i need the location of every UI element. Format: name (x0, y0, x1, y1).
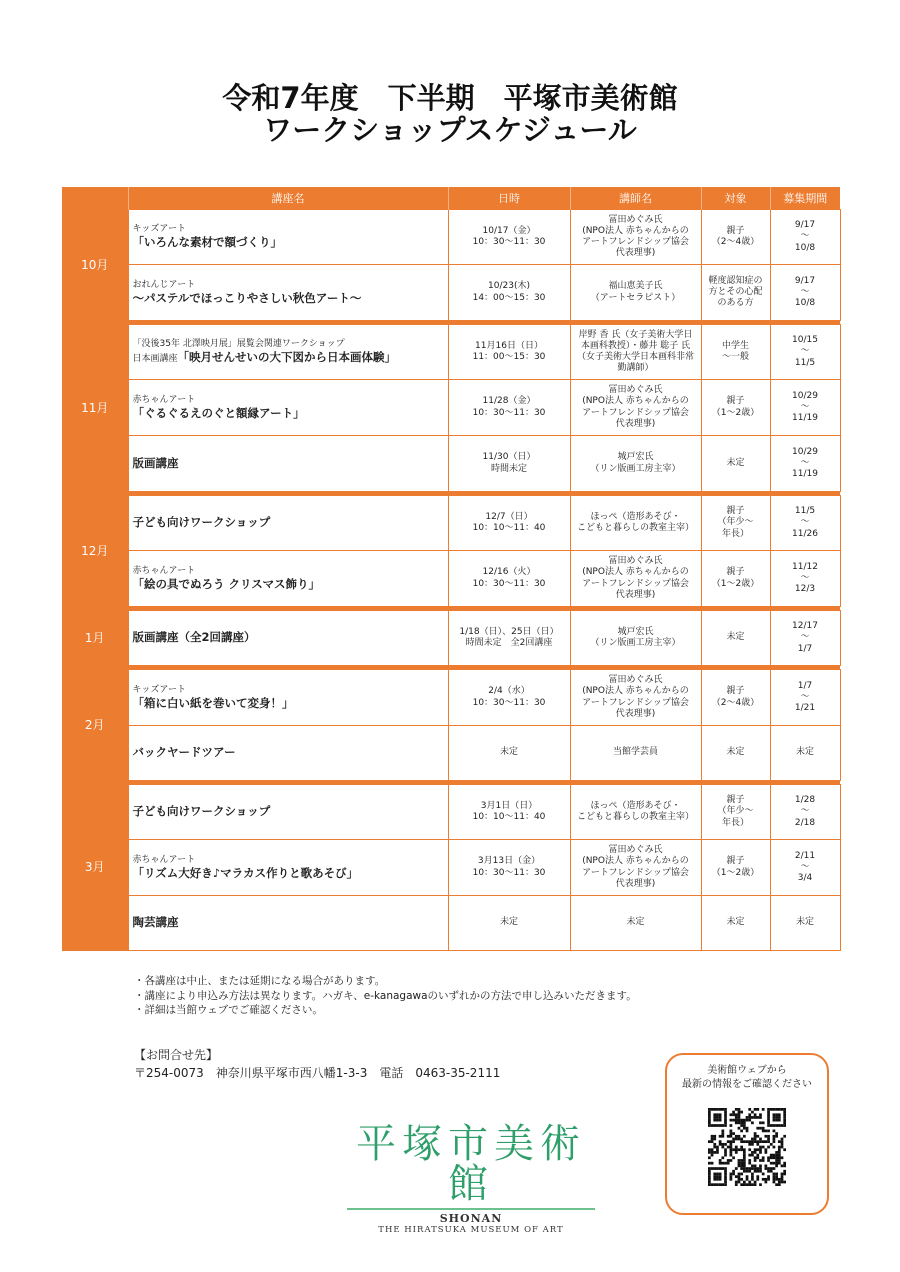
target-line: 未定 (726, 747, 745, 758)
course-cell (128, 840, 448, 896)
instructor-line: 本画科教授）・藤井 聡子 氏 (580, 340, 691, 351)
course-cell (128, 670, 448, 726)
target-line: 親子 (726, 795, 745, 806)
period-line: 10/29 (792, 446, 818, 457)
period-line: 〜 (800, 806, 810, 817)
qr-caption-line1: 美術館ウェブから (707, 1065, 787, 1076)
instructor-line: アートフレンドシップ協会 (582, 578, 689, 589)
target-cell (701, 726, 770, 781)
table-row (62, 265, 840, 321)
datetime-cell (448, 551, 570, 607)
instructor-line: 当館学芸員 (612, 747, 658, 758)
course-cell (128, 726, 448, 781)
course-category: キッズアート (132, 684, 187, 695)
period-line: 〜 (800, 401, 810, 412)
museum-logo (345, 1121, 597, 1235)
instructor-line: アートフレンドシップ協会 (582, 407, 689, 418)
course-category: 赤ちゃんアート (132, 854, 196, 865)
qr-box (665, 1053, 829, 1215)
datetime-cell (448, 670, 570, 726)
period-line: 10/29 (792, 390, 818, 401)
datetime-line: 未定 (499, 917, 518, 928)
course-cell (128, 436, 448, 492)
datetime-cell (448, 380, 570, 436)
instructor-line: 冨田めぐみ氏 (608, 845, 663, 855)
course-category: キッズアート (132, 224, 187, 235)
target-line: （年少〜 (717, 517, 754, 528)
instructor-line: 代表理事) (615, 248, 656, 259)
table-row (62, 670, 840, 726)
period-line: 1/7 (797, 680, 813, 691)
period-line: 未定 (795, 747, 814, 758)
datetime-line: 3月1日（日） (480, 800, 538, 811)
column-header-target: 対象 (701, 187, 770, 210)
target-line: 親子 (726, 396, 745, 407)
column-header-course: 講座名 (128, 187, 448, 210)
instructor-line: 冨田めぐみ氏 (608, 385, 663, 395)
datetime-line: 3月13日（金） (477, 856, 541, 867)
instructor-line: 代表理事) (615, 418, 656, 429)
table-row (62, 611, 840, 666)
course-cell (128, 551, 448, 607)
datetime-cell (448, 611, 570, 666)
target-line: （年少〜 (717, 806, 754, 817)
datetime-line: 1/18（日）、25日（日） (459, 626, 559, 637)
course-cell (128, 785, 448, 840)
instructor-line: （リン版画工房主宰） (590, 638, 681, 648)
header-month-cell (62, 187, 128, 210)
instructor-line: (NPO法人 赤ちゃんからの (582, 686, 689, 697)
course-cell (128, 210, 448, 265)
contact-heading: 【お問合せ先】 (134, 1048, 219, 1062)
period-cell (770, 551, 840, 607)
period-line: 11/19 (792, 413, 818, 424)
datetime-line: 未定 (499, 747, 518, 758)
logo-divider (347, 1208, 595, 1210)
target-line: 年長） (721, 528, 749, 539)
period-line: 〜 (800, 632, 810, 643)
datetime-line: 11月16日（日） (475, 340, 543, 351)
course-category-2: 日本画講座 (132, 354, 178, 364)
table-row (62, 840, 840, 896)
course-category: 赤ちゃんアート (132, 394, 196, 405)
period-cell (770, 325, 840, 380)
instructor-line: 福山恵美子氏 (608, 281, 663, 292)
period-line: 10/15 (792, 335, 818, 346)
course-title: 「リズム大好き♪マラカス作りと歌あそび」 (132, 865, 359, 880)
datetime-cell (448, 325, 570, 380)
period-line: 1/28 (794, 795, 816, 806)
datetime-line: 2/4（水） (488, 686, 530, 697)
contact-info (134, 1046, 500, 1082)
course-title: 「ぐるぐるえのぐと額縁アート」 (132, 405, 305, 420)
table-row (62, 896, 840, 951)
instructor-cell (570, 380, 701, 436)
period-line: 11/5 (794, 506, 816, 517)
datetime-line: 10：30〜11：30 (472, 867, 546, 878)
instructor-cell (570, 210, 701, 265)
instructor-cell (570, 785, 701, 840)
table-header-row (62, 187, 840, 210)
datetime-line: 10：30〜11：30 (472, 407, 546, 418)
table-row (62, 380, 840, 436)
instructor-line: アートフレンドシップ協会 (582, 697, 689, 708)
period-line: 2/18 (794, 817, 816, 828)
target-line: 中学生 (721, 340, 749, 351)
target-cell (701, 325, 770, 380)
instructor-line: 代表理事) (615, 878, 656, 889)
target-line: （2〜4歳） (711, 697, 760, 708)
period-cell (770, 726, 840, 781)
instructor-line: 勤講師） (617, 363, 654, 374)
instructor-line: 城戸宏氏 (617, 626, 654, 637)
course-category: 赤ちゃんアート (132, 565, 196, 576)
instructor-cell (570, 325, 701, 380)
target-line: （2〜4歳） (711, 237, 760, 247)
period-line: 〜 (800, 346, 810, 357)
datetime-cell (448, 496, 570, 551)
period-line: 〜 (800, 286, 810, 297)
period-line: 11/12 (792, 561, 818, 572)
course-cell (128, 496, 448, 551)
period-line: 3/4 (797, 873, 813, 884)
instructor-cell (570, 551, 701, 607)
logo-english-line2: THE HIRATSUKA MUSEUM OF ART (378, 1225, 564, 1235)
instructor-cell (570, 840, 701, 896)
period-line: 2/11 (794, 850, 816, 861)
period-line: 未定 (795, 917, 814, 928)
instructor-cell (570, 611, 701, 666)
datetime-line: 12/16（火） (482, 567, 536, 578)
target-line: 親子 (726, 686, 745, 697)
course-cell (128, 896, 448, 951)
target-line: 未定 (726, 632, 745, 643)
instructor-line: アートフレンドシップ協会 (582, 867, 689, 878)
course-title: 陶芸講座 (132, 915, 179, 930)
datetime-line: 10：30〜11：30 (472, 237, 546, 247)
datetime-line: 10/17（金） (482, 225, 536, 236)
instructor-line: (NPO法人 赤ちゃんからの (582, 567, 689, 578)
period-line: 1/7 (797, 643, 813, 654)
column-header-datetime: 日時 (448, 187, 570, 210)
schedule-table (62, 187, 841, 951)
datetime-cell (448, 436, 570, 492)
table-row (62, 325, 840, 380)
course-title: 「箱に白い紙を巻いて変身！」 (132, 695, 294, 710)
period-cell (770, 840, 840, 896)
course-title: 子ども向けワークショップ (132, 515, 271, 530)
target-line: （1〜2歳） (711, 867, 760, 878)
period-cell (770, 210, 840, 265)
datetime-line: 10：30〜11：30 (472, 578, 546, 589)
period-line: 11/5 (794, 357, 816, 368)
target-line: のある方 (717, 298, 754, 309)
period-cell (770, 670, 840, 726)
period-line: 11/26 (792, 528, 818, 539)
period-line: 〜 (800, 457, 810, 468)
page-title-line1: 令和7年度 下半期 平塚市美術館 (222, 81, 678, 115)
period-cell (770, 265, 840, 321)
period-cell (770, 896, 840, 951)
instructor-cell (570, 670, 701, 726)
datetime-line: 時間未定 全2回講座 (465, 638, 553, 648)
instructor-line: (NPO法人 赤ちゃんからの (582, 396, 689, 407)
table-row (62, 785, 840, 840)
month-label: 11月 (62, 325, 128, 492)
period-line: 12/17 (792, 621, 818, 632)
datetime-line: 10：10〜11：40 (472, 523, 546, 533)
period-line: 〜 (800, 231, 810, 242)
period-line: 〜 (800, 861, 810, 872)
period-line: 12/3 (794, 584, 816, 595)
period-cell (770, 611, 840, 666)
qr-code-icon[interactable] (708, 1108, 786, 1186)
target-cell (701, 496, 770, 551)
instructor-line: 未定 (626, 917, 645, 928)
instructor-line: 冨田めぐみ氏 (608, 675, 663, 685)
instructor-line: こどもと暮らしの教室主宰） (576, 812, 694, 822)
datetime-line: 時間未定 (490, 463, 527, 474)
notes-list (134, 974, 637, 1018)
month-label: 12月 (62, 496, 128, 607)
column-header-period: 募集期間 (770, 187, 840, 210)
logo-japanese-text: 平塚市美術館 (356, 1121, 586, 1207)
course-title-line (133, 350, 445, 365)
instructor-line: こどもと暮らしの教室主宰） (576, 523, 694, 533)
course-title: 〜パステルでほっこりやさしい秋色アート〜 (132, 290, 362, 305)
period-cell (770, 436, 840, 492)
instructor-line: （女子美術大学日本画科非常 (576, 352, 694, 362)
period-line: 〜 (800, 691, 810, 702)
target-line: 親子 (726, 856, 745, 867)
month-label: 10月 (62, 210, 128, 321)
month-label: 3月 (62, 785, 128, 951)
datetime-line: 10：30〜11：30 (472, 697, 546, 708)
target-cell (701, 785, 770, 840)
period-line: 11/19 (792, 469, 818, 480)
target-cell (701, 551, 770, 607)
datetime-cell (448, 840, 570, 896)
table-row (62, 551, 840, 607)
datetime-line: 11/28（金） (482, 396, 536, 407)
target-cell (701, 611, 770, 666)
course-cell (128, 265, 448, 321)
instructor-line: 冨田めぐみ氏 (608, 556, 663, 566)
datetime-cell (448, 210, 570, 265)
datetime-cell (448, 896, 570, 951)
course-cell (128, 611, 448, 666)
instructor-line: (NPO法人 赤ちゃんからの (582, 856, 689, 867)
instructor-line: （リン版画工房主宰） (590, 463, 681, 474)
course-title: 「いろんな素材で額づくり」 (132, 235, 282, 250)
target-line: 未定 (726, 457, 745, 468)
table-row (62, 436, 840, 492)
course-title: 版画講座 (132, 455, 179, 470)
datetime-line: 12/7（日） (485, 511, 533, 522)
period-line: 9/17 (794, 220, 816, 231)
target-line: 未定 (726, 917, 745, 928)
table-row (62, 496, 840, 551)
course-title: 「映月せんせいの大下図から日本画体験」 (177, 350, 397, 364)
period-line: 1/21 (794, 703, 816, 714)
instructor-cell (570, 265, 701, 321)
period-cell (770, 785, 840, 840)
datetime-line: 10/23(木) (488, 281, 530, 292)
course-title: 子ども向けワークショップ (132, 804, 271, 819)
contact-address: 〒254-0073 神奈川県平塚市西八幡1-3-3 電話 0463-35-2111 (134, 1066, 501, 1080)
page-title-line2: ワークショップスケジュール (263, 113, 637, 147)
period-line: 10/8 (794, 242, 816, 253)
target-cell (701, 210, 770, 265)
instructor-line: ほっぺ（造形あそび・ (590, 800, 681, 811)
datetime-line: 10：10〜11：40 (472, 812, 546, 822)
target-line: 親子 (726, 567, 745, 578)
target-cell (701, 436, 770, 492)
instructor-line: (NPO法人 赤ちゃんからの (582, 225, 689, 236)
course-cell (128, 380, 448, 436)
target-line: （1〜2歳） (711, 578, 760, 589)
instructor-cell (570, 896, 701, 951)
period-line: 10/8 (794, 298, 816, 309)
course-title: 「絵の具でぬろう クリスマス飾り」 (132, 576, 321, 591)
period-line: 9/17 (794, 275, 816, 286)
target-cell (701, 840, 770, 896)
period-cell (770, 496, 840, 551)
instructor-line: 城戸宏氏 (617, 452, 654, 463)
column-header-instructor: 講師名 (570, 187, 701, 210)
instructor-line: 代表理事) (615, 708, 656, 719)
target-cell (701, 380, 770, 436)
instructor-line: ほっぺ（造形あそび・ (590, 511, 681, 522)
period-line: 〜 (800, 517, 810, 528)
target-line: 〜一般 (721, 352, 749, 362)
datetime-line: 11：00〜15：30 (472, 352, 546, 362)
month-label: 2月 (62, 670, 128, 781)
qr-caption-line2: 最新の情報をご確認ください (682, 1079, 812, 1090)
month-label: 1月 (62, 611, 128, 666)
target-line: 軽度認知症の (708, 275, 763, 286)
course-category: おれんじアート (132, 279, 196, 290)
course-title: バックヤードツアー (132, 745, 236, 760)
note-item: ・講座により申込み方法は異なります。ハガキ、e-kanagawaのいずれかの方法で申し込みいただきます。 (134, 989, 637, 1002)
table-row (62, 210, 840, 265)
period-cell (770, 380, 840, 436)
instructor-line: アートフレンドシップ協会 (582, 237, 689, 247)
target-line: 親子 (726, 225, 745, 236)
instructor-line: （アートセラピスト） (590, 292, 681, 303)
target-cell (701, 265, 770, 321)
instructor-line: 冨田めぐみ氏 (608, 214, 663, 225)
target-line: 年長） (721, 817, 749, 828)
note-item: ・各講座は中止、または延期になる場合があります。 (134, 975, 386, 987)
instructor-cell (570, 496, 701, 551)
datetime-line: 11/30（日） (482, 452, 536, 463)
datetime-cell (448, 785, 570, 840)
table-row (62, 726, 840, 781)
target-cell (701, 896, 770, 951)
instructor-cell (570, 436, 701, 492)
target-line: （1〜2歳） (711, 407, 760, 418)
course-cell (128, 325, 448, 380)
instructor-cell (570, 726, 701, 781)
datetime-line: 14：00〜15：30 (472, 292, 546, 303)
datetime-cell (448, 726, 570, 781)
course-category: 「没後35年 北澤映月展」展覧会関連ワークショップ (132, 338, 345, 349)
instructor-line: 岸野 香 氏（女子美術大学日 (578, 329, 693, 340)
course-title: 版画講座（全2回講座） (132, 630, 256, 645)
datetime-cell (448, 265, 570, 321)
note-item: ・詳細は当館ウェブでご確認ください。 (134, 1004, 323, 1017)
period-line: 〜 (800, 572, 810, 583)
logo-english-line1: SHONAN (439, 1212, 503, 1225)
instructor-line: 代表理事) (615, 589, 656, 600)
target-line: 方とその心配 (708, 286, 763, 297)
target-line: 親子 (726, 506, 745, 517)
target-cell (701, 670, 770, 726)
